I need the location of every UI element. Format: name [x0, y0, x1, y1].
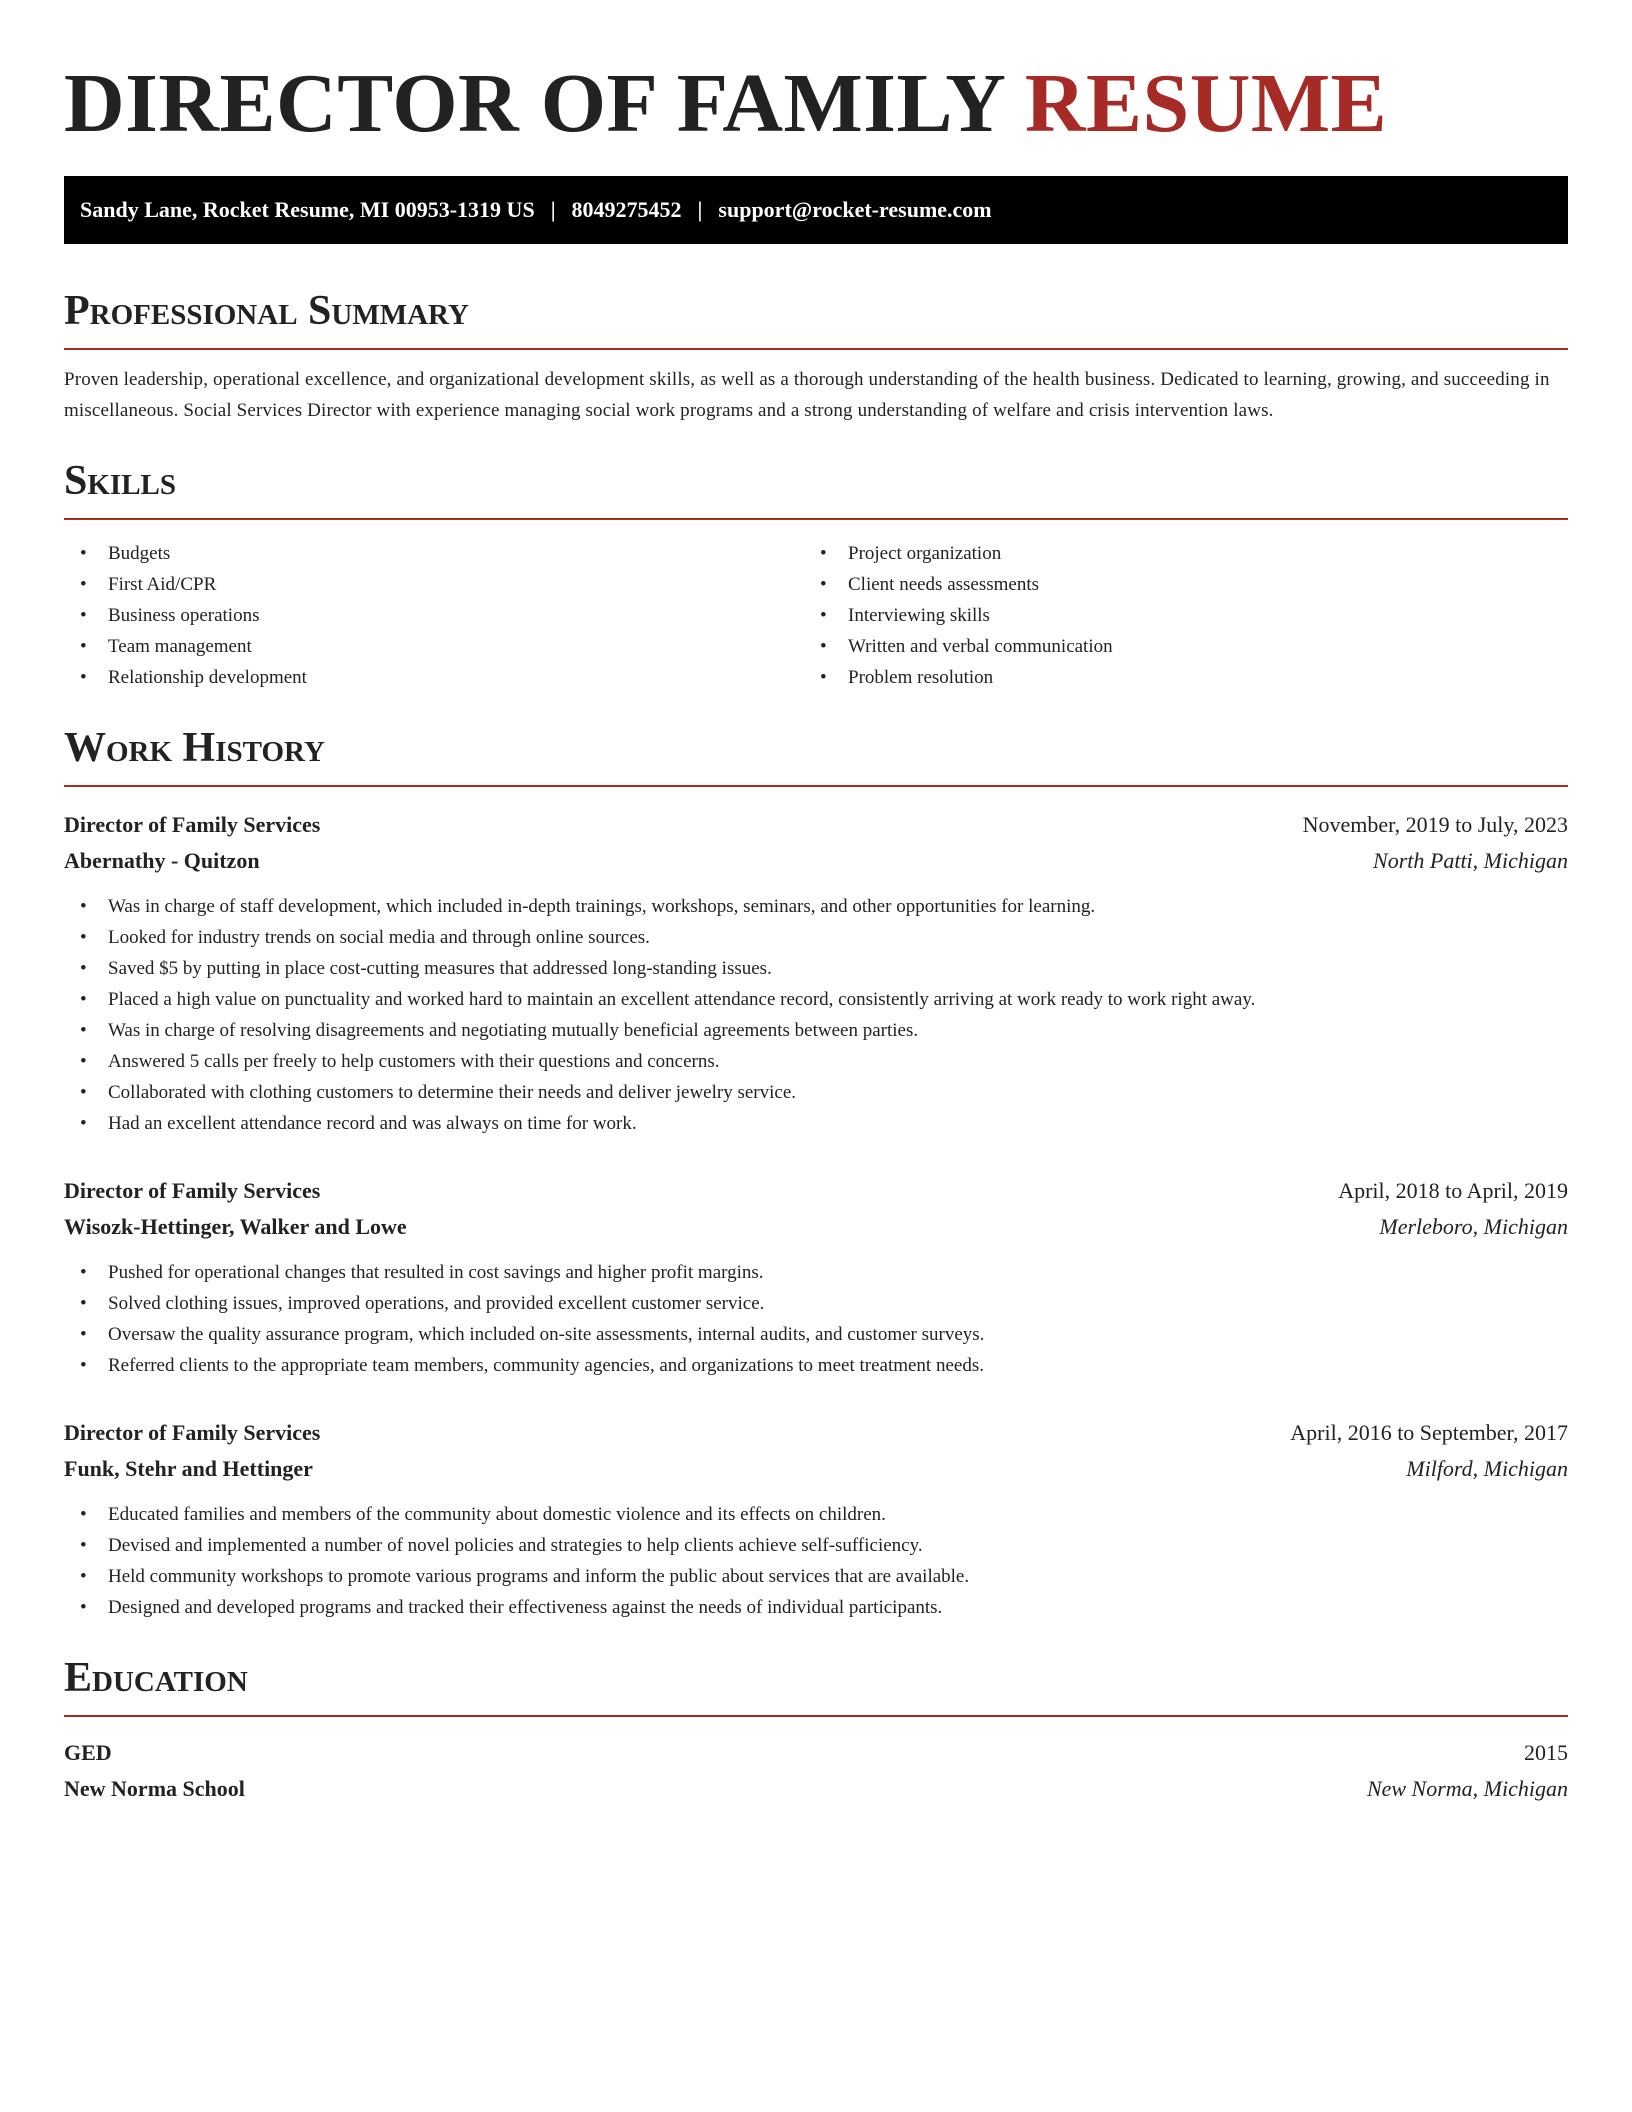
job-dates: November, 2019 to July, 2023	[1302, 812, 1568, 837]
job-company-row	[64, 1209, 1568, 1245]
job-dates: April, 2016 to September, 2017	[1290, 1420, 1568, 1445]
skill-item: • Problem resolution	[804, 662, 1544, 693]
skill-item: • Interviewing skills	[804, 600, 1544, 631]
title-main: DIRECTOR OF FAMILY	[64, 57, 1004, 150]
job-header-row	[64, 1173, 1568, 1209]
education-year: 2015	[1524, 1740, 1568, 1765]
skills-column-right	[804, 538, 1544, 693]
duty-item: • Answered 5 calls per freely to help customers with their questions and concerns.	[64, 1046, 1568, 1077]
skill-item: • Budgets	[64, 538, 804, 569]
skill-item: • Written and verbal communication	[804, 631, 1544, 662]
duty-item: • Pushed for operational changes that resulted in cost savings and higher profit margins.	[64, 1257, 1568, 1288]
skill-item: • Team management	[64, 631, 804, 662]
education-degree-row	[64, 1735, 1568, 1771]
contact-separator: |	[550, 197, 556, 222]
education-school-row	[64, 1771, 1568, 1807]
job-duties	[64, 1499, 1568, 1623]
job-location: Milford, Michigan	[1406, 1456, 1568, 1481]
duty-item: • Saved $5 by putting in place cost-cutting measures that addressed long-standing issues.	[64, 953, 1568, 984]
contact-email: support@rocket-resume.com	[718, 197, 992, 222]
skills-heading: Skills	[64, 456, 1568, 520]
duty-item: • Devised and implemented a number of novel policies and strategies to help clients achieve self-sufficiency.	[64, 1530, 1568, 1561]
duty-item: • Was in charge of resolving disagreements and negotiating mutually beneficial agreements between parties.	[64, 1015, 1568, 1046]
duty-item: • Had an excellent attendance record and was always on time for work.	[64, 1108, 1568, 1139]
job-location: North Patti, Michigan	[1373, 848, 1568, 873]
summary-text: Proven leadership, operational excellence, and organizational development skills, as well as a thorough understanding of the health business. Dedicated to learning, growing, and succeeding in miscellaneous. Social Services Director with experience managing social work programs and a strong understanding of welfare and crisis intervention laws.	[64, 369, 1550, 421]
duty-item: • Placed a high value on punctuality and worked hard to maintain an excellent attendance record, consistently arriving at work ready to work right away.	[64, 984, 1568, 1015]
job-header-row	[64, 807, 1568, 843]
education-heading: Education	[64, 1653, 1568, 1717]
job-company-row	[64, 843, 1568, 879]
skill-item: • Business operations	[64, 600, 804, 631]
skill-item: • Client needs assessments	[804, 569, 1544, 600]
job-title: Director of Family Services	[64, 1178, 321, 1203]
summary-heading: Professional Summary	[64, 286, 1568, 350]
duty-item: • Was in charge of staff development, which included in-depth trainings, workshops, seminars, and other opportunities for learning.	[64, 891, 1568, 922]
skills-list	[64, 538, 1568, 693]
contact-address: Sandy Lane, Rocket Resume, MI 00953-1319 US	[80, 197, 535, 222]
job-company-row	[64, 1451, 1568, 1487]
education-location: New Norma, Michigan	[1366, 1776, 1568, 1801]
duty-item: • Held community workshops to promote various programs and inform the public about services that are available.	[64, 1561, 1568, 1592]
job-company: Abernathy - Quitzon	[64, 848, 260, 873]
duty-item: • Solved clothing issues, improved operations, and provided excellent customer service.	[64, 1288, 1568, 1319]
skill-item: • First Aid/CPR	[64, 569, 804, 600]
education-entry	[64, 1735, 1568, 1807]
duty-item: • Designed and developed programs and tracked their effectiveness against the needs of individual participants.	[64, 1592, 1568, 1623]
job-company: Wisozk-Hettinger, Walker and Lowe	[64, 1214, 407, 1239]
job-entry	[64, 1415, 1568, 1623]
resume-page	[64, 0, 1568, 1807]
job-duties	[64, 1257, 1568, 1381]
education-degree: GED	[64, 1740, 112, 1765]
duty-item: • Collaborated with clothing customers to determine their needs and deliver jewelry service.	[64, 1077, 1568, 1108]
skill-item: • Project organization	[804, 538, 1544, 569]
contact-bar	[64, 176, 1568, 244]
skills-column-left	[64, 538, 804, 693]
contact-phone: 8049275452	[571, 197, 682, 222]
job-dates: April, 2018 to April, 2019	[1338, 1178, 1568, 1203]
duty-item: • Educated families and members of the community about domestic violence and its effects on children.	[64, 1499, 1568, 1530]
job-title: Director of Family Services	[64, 812, 321, 837]
resume-title	[64, 56, 1568, 152]
duty-item: • Looked for industry trends on social media and through online sources.	[64, 922, 1568, 953]
job-entry	[64, 1173, 1568, 1381]
work-history-heading: Work History	[64, 723, 1568, 787]
title-accent: RESUME	[1024, 57, 1388, 150]
duty-item: • Referred clients to the appropriate team members, community agencies, and organizations to meet treatment needs.	[64, 1350, 1568, 1381]
job-header-row	[64, 1415, 1568, 1451]
job-company: Funk, Stehr and Hettinger	[64, 1456, 313, 1481]
skill-item: • Relationship development	[64, 662, 804, 693]
job-title: Director of Family Services	[64, 1420, 321, 1445]
duty-item: • Oversaw the quality assurance program, which included on-site assessments, internal audits, and customer surveys.	[64, 1319, 1568, 1350]
job-location: Merleboro, Michigan	[1379, 1214, 1568, 1239]
job-duties	[64, 891, 1568, 1139]
contact-separator: |	[697, 197, 703, 222]
education-school: New Norma School	[64, 1776, 245, 1801]
job-entry	[64, 807, 1568, 1139]
